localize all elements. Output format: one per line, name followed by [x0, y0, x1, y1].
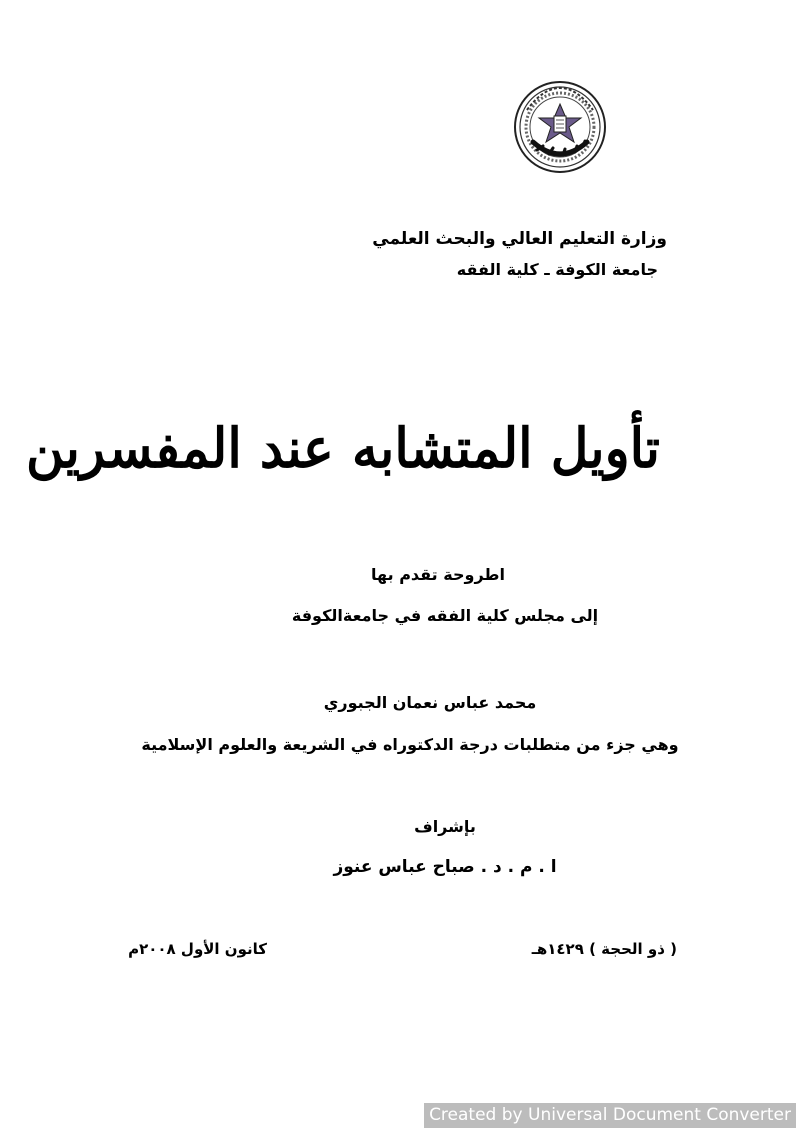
- author-name: محمد عباس نعمان الجبوري: [323, 693, 537, 712]
- thesis-submission-line: اطروحة تقدم بها: [371, 565, 505, 584]
- degree-statement: وهي جزء من متطلبات درجة الدكتوراه في الشريعة والعلوم الإسلامية: [141, 735, 679, 754]
- converter-watermark: Created by Universal Document Converter: [424, 1103, 796, 1128]
- university-heading: جامعة الكوفة ـ كلية الفقه: [456, 260, 658, 279]
- gregorian-date: كانون الأول ٢٠٠٨م: [128, 940, 267, 958]
- university-seal-icon: [513, 80, 607, 174]
- supervisor-name: ا . م . د . صباح عباس عنوز: [333, 857, 557, 877]
- thesis-council-line: إلى مجلس كلية الفقه في جامعةالكوفة: [291, 606, 599, 625]
- supervision-label: بإشراف: [414, 817, 476, 836]
- thesis-title: تأويل المتشابه عند المفسرين: [25, 416, 660, 481]
- ministry-heading: وزارة التعليم العالي والبحث العلمي: [372, 229, 667, 249]
- hijri-date: ( ذو الحجة ) ١٤٢٩هـ: [531, 940, 677, 958]
